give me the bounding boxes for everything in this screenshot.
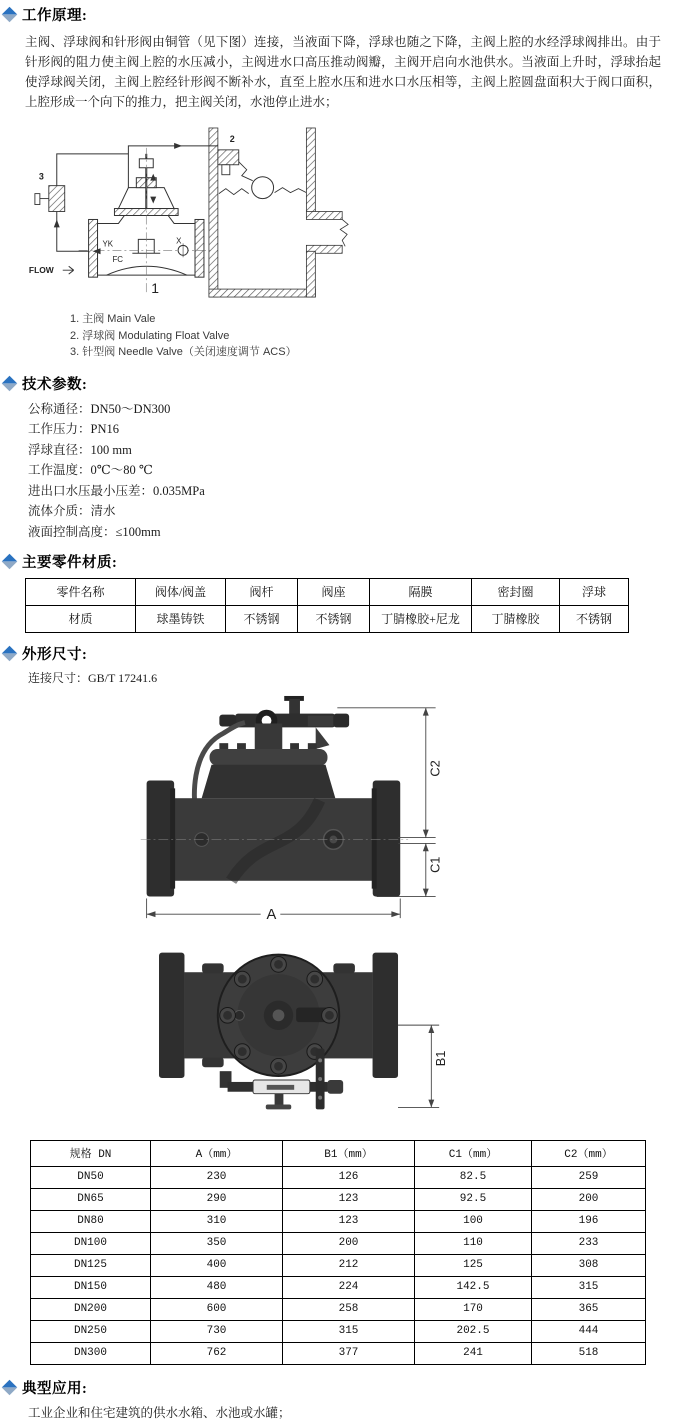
table-cell: 125 [415, 1254, 532, 1276]
table-header-cell: 隔膜 [370, 578, 472, 605]
valve-side-body [147, 696, 401, 897]
table-cell: 123 [283, 1210, 415, 1232]
table-row [31, 1166, 646, 1188]
table-cell: 310 [151, 1210, 283, 1232]
valve-side-view-svg [138, 694, 458, 926]
applications-text: 工业企业和住宅建筑的供水水箱、水池或水罐； [28, 1405, 291, 1420]
float-ball [252, 177, 274, 199]
materials-title: 主要零件材质: [22, 554, 118, 571]
dimensions-title: 外形尺寸: [22, 646, 88, 663]
table-cell: 365 [532, 1298, 646, 1320]
valve-side-view-drawing [138, 694, 682, 931]
table-cell: DN150 [31, 1276, 151, 1298]
table-cell: 518 [532, 1342, 646, 1364]
table-header-cell: 阀座 [298, 578, 370, 605]
principle-title: 工作原理: [22, 8, 88, 24]
table-cell: 233 [532, 1232, 646, 1254]
connection-standard: 连接尺寸：GB/T 17241.6 [28, 670, 158, 685]
materials-table-body [26, 605, 629, 632]
table-row [31, 1210, 646, 1232]
section-header-principle [4, 4, 682, 25]
caption-float-valve: 2. 浮球阀 Modulating Float Valve [70, 329, 230, 342]
float-valve-symbol [218, 150, 253, 181]
schematic-svg [26, 124, 366, 304]
table-row [31, 1232, 646, 1254]
label-flow: FLOW [28, 265, 54, 276]
table-cell: 82.5 [415, 1166, 532, 1188]
diamond-bullet-icon [2, 7, 18, 23]
table-cell: 100 [415, 1210, 532, 1232]
dimensions-table-body [31, 1166, 646, 1364]
table-cell: 315 [283, 1320, 415, 1342]
section-header-materials [4, 551, 682, 572]
table-cell: 444 [532, 1320, 646, 1342]
diamond-bullet-icon [2, 553, 18, 569]
table-row [31, 1342, 646, 1364]
valve-front-body [159, 952, 398, 1109]
table-cell: 762 [151, 1342, 283, 1364]
param-min-pressure-diff: 进出口水压最小压差：0.035MPa [28, 483, 205, 498]
label-float-valve: 2 [229, 133, 235, 144]
table-row [31, 1254, 646, 1276]
applications-title: 典型应用: [22, 1380, 88, 1397]
table-cell: 258 [283, 1298, 415, 1320]
dimensions-table [30, 1140, 646, 1365]
table-header-cell: 零件名称 [26, 578, 136, 605]
table-cell: 不锈钢 [560, 605, 629, 632]
table-cell: 290 [151, 1188, 283, 1210]
dim-label-b1: B1 [433, 1050, 449, 1066]
diamond-bullet-icon [2, 1379, 18, 1395]
param-fluid-medium: 流体介质：清水 [28, 504, 116, 519]
label-main-valve: 1 [151, 280, 159, 297]
table-cell: 126 [283, 1166, 415, 1188]
table-cell: 92.5 [415, 1188, 532, 1210]
table-cell: 不锈钢 [226, 605, 298, 632]
table-header-cell: B1（mm） [283, 1140, 415, 1166]
table-cell: 材质 [26, 605, 136, 632]
parameters-title: 技术参数: [22, 376, 88, 393]
dim-label-a: A [266, 906, 277, 923]
table-cell: DN80 [31, 1210, 151, 1232]
table-header-cell: 规格 DN [31, 1140, 151, 1166]
param-nominal-diameter: 公称通径：DN50～DN300 [28, 401, 171, 416]
section-header-parameters [4, 373, 682, 394]
table-cell: 123 [283, 1188, 415, 1210]
document-page [0, 4, 682, 1420]
table-row [31, 1298, 646, 1320]
dimensions-table-head [31, 1140, 646, 1166]
table-cell: DN125 [31, 1254, 151, 1276]
table-cell: 球墨铸铁 [136, 605, 226, 632]
table-cell: 110 [415, 1232, 532, 1254]
needle-valve-symbol [35, 186, 65, 212]
schematic-diagram [26, 124, 682, 309]
table-cell: 400 [151, 1254, 283, 1276]
param-working-pressure: 工作压力：PN16 [28, 422, 119, 437]
label-needle-valve: 3 [38, 171, 44, 182]
table-cell: 308 [532, 1254, 646, 1276]
schematic-captions [70, 311, 682, 361]
main-valve-section [79, 148, 212, 295]
table-cell: 241 [415, 1342, 532, 1364]
table-cell: 377 [283, 1342, 415, 1364]
param-level-control-height: 液面控制高度：≤100mm [28, 525, 161, 540]
table-cell: 600 [151, 1298, 283, 1320]
valve-front-view-drawing [148, 935, 682, 1132]
caption-main-valve: 1. 主阀 Main Vale [70, 313, 156, 325]
materials-table-head [26, 578, 629, 605]
table-cell: DN65 [31, 1188, 151, 1210]
label-fc-port: FC [112, 255, 124, 265]
dim-label-c2: C2 [427, 759, 443, 777]
table-cell: 142.5 [415, 1276, 532, 1298]
table-cell: 259 [532, 1166, 646, 1188]
flow-arrow-icon [63, 266, 74, 274]
table-cell: 202.5 [415, 1320, 532, 1342]
table-header-cell: C1（mm） [415, 1140, 532, 1166]
table-cell: 315 [532, 1276, 646, 1298]
table-cell: DN300 [31, 1342, 151, 1364]
table-cell: 196 [532, 1210, 646, 1232]
table-cell: 丁腈橡胶+尼龙 [370, 605, 472, 632]
table-row [26, 605, 629, 632]
param-working-temperature: 工作温度：0℃～80 ℃ [28, 463, 153, 478]
dim-label-c1: C1 [427, 856, 443, 873]
table-header-cell: C2（mm） [532, 1140, 646, 1166]
table-header-cell: 阀杆 [226, 578, 298, 605]
table-cell: 230 [151, 1166, 283, 1188]
table-cell: 170 [415, 1298, 532, 1320]
table-cell: DN100 [31, 1232, 151, 1254]
table-header-cell: 阀体/阀盖 [136, 578, 226, 605]
caption-needle-valve: 3. 针型阀 Needle Valve（关闭速度调节 ACS） [70, 346, 297, 358]
diamond-bullet-icon [2, 645, 18, 661]
table-cell: 不锈钢 [298, 605, 370, 632]
table-row [31, 1320, 646, 1342]
parameters-list [28, 399, 682, 543]
table-header-cell: 浮球 [560, 578, 629, 605]
table-cell: 480 [151, 1276, 283, 1298]
param-float-diameter: 浮球直径：100 mm [28, 442, 132, 457]
table-cell: 200 [532, 1188, 646, 1210]
table-cell: 丁腈橡胶 [472, 605, 560, 632]
table-cell: 200 [283, 1232, 415, 1254]
table-header-cell: 密封圈 [472, 578, 560, 605]
principle-paragraph: 主阀、浮球阀和针形阀由铜管（见下图）连接，当液面下降，浮球也随之下降，主阀上腔的水经浮球阀排出。由于针形阀的阻力使主阀上腔的水压减小，主阀进水口高压推动阀瓣，主阀开启向水池供水。当液面上升时，浮球抬起使浮球阀关闭，主阀上腔经针形阀不断补水，直至上腔水压和进水口水压相等，主阀上腔圆盘面积大于阀口面积，上腔形成一个向下的推力，把主阀关闭，水池停止进水； [25, 35, 661, 109]
table-cell: DN50 [31, 1166, 151, 1188]
section-header-dimensions [4, 643, 682, 664]
table-header-row [31, 1140, 646, 1166]
table-header-cell: A（mm） [151, 1140, 283, 1166]
section-header-applications [4, 1377, 682, 1398]
table-row [31, 1188, 646, 1210]
table-cell: 224 [283, 1276, 415, 1298]
diamond-bullet-icon [2, 375, 18, 391]
table-cell: 730 [151, 1320, 283, 1342]
table-cell: DN200 [31, 1298, 151, 1320]
table-row [31, 1276, 646, 1298]
table-cell: 212 [283, 1254, 415, 1276]
table-header-row [26, 578, 629, 605]
label-x-port: X [176, 236, 182, 246]
materials-table [25, 578, 629, 633]
table-cell: DN250 [31, 1320, 151, 1342]
label-yk-port: YK [102, 239, 114, 249]
valve-front-view-svg [148, 935, 458, 1127]
table-cell: 350 [151, 1232, 283, 1254]
